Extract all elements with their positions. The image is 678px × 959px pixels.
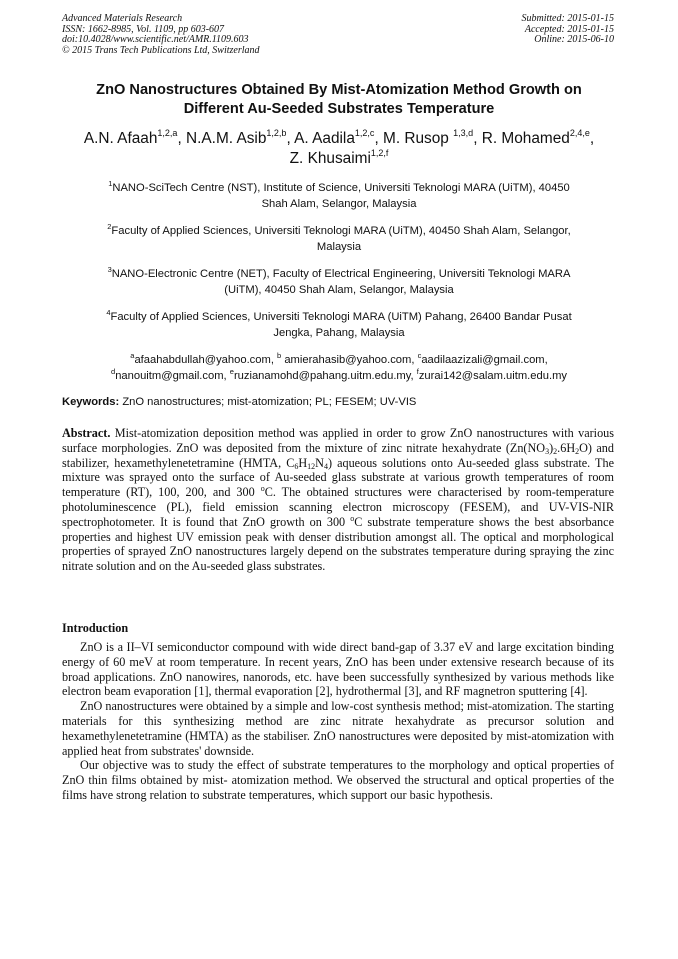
dates-info xyxy=(522,14,615,46)
author-name: Z. Khusaimi xyxy=(289,150,371,167)
email-list: $^a$afaahabdullah@yahoo.com, $^b$ amierahasib@yahoo.com, $^c$aadilaazizali@gmail.com, $^d$nanouitm@gmail.com, $^e$ruzianamohd@pahang.uitm.edu.my, $^f$zurai142@salam.uitm.edu.my xyxy=(111,351,567,382)
email-link[interactable]: amierahasib@yahoo.com xyxy=(284,354,412,366)
issn-line: ISSN: 1662-8985, Vol. 1109, pp 603-607 xyxy=(62,23,225,35)
affiliation-line: Shah Alam, Selangor, Malaysia xyxy=(261,198,417,210)
title-line-2: Different Au-Seeded Substrates Temperature xyxy=(183,101,495,117)
degree-sup: o xyxy=(260,484,265,494)
online-date: Online: 2015-06-10 xyxy=(534,34,614,45)
journal-info xyxy=(62,14,260,56)
subscript: 6 xyxy=(294,461,299,471)
author-sup: 1,2,a xyxy=(157,128,178,138)
author-name: R. Mohamed xyxy=(481,130,570,147)
paper-title xyxy=(40,81,638,119)
affiliation-line: Malaysia xyxy=(316,241,362,253)
author-sup: 1,2,f xyxy=(370,148,389,158)
abstract-text: ) aqueous solutions onto Au-seeded glass substrate. The mixture was sprayed onto the surface of Au-seeded glass substrate at various growth temperatures of room temperature (RT), 100, 200, and 300 xyxy=(62,455,614,500)
abstract-text: ) xyxy=(549,440,554,455)
affiliation-line: NANO-SciTech Centre (NST), Institute of Science, Universiti Teknologi MARA (UiTM), 40450 xyxy=(112,182,570,194)
email-link[interactable]: nanouitm@gmail.com xyxy=(115,370,224,382)
paragraph: ZnO nanostructures were obtained by a simple and low-cost synthesis method; mist-atomization. The starting materials for this synthesizing method are zinc nitrate hexahydrate as precursor solution and hexamethylenetetramine (HMTA) as the stabiliser. ZnO nanostructures were deposited by mist-atomization with applied heat from substrates' downside. xyxy=(62,699,614,758)
affiliation-line: Faculty of Applied Sciences, Universiti Teknologi MARA (UiTM) Pahang, 26400 Bandar Pusat xyxy=(110,311,572,323)
affiliation-sup: 4 xyxy=(106,308,111,317)
section-heading: Introduction xyxy=(62,621,129,635)
author-sup: 1,2,b xyxy=(266,128,287,138)
affiliation-sup: 3 xyxy=(107,265,112,274)
author-name: A.N. Afaah xyxy=(83,130,158,147)
subscript: 2 xyxy=(553,446,558,456)
keywords-label: Keywords: xyxy=(62,396,120,408)
subscript: 3 xyxy=(545,446,550,456)
abstract-text: Mist-atomization deposition method was applied in order to grow ZnO nanostructures with various surface morphologies. ZnO was deposited from the mixture of zinc nitrate hexahydrate (Zn(NO xyxy=(62,426,614,455)
affiliation-line: NANO-Electronic Centre (NET), Faculty of Electrical Engineering, Universiti Teknologi MARA xyxy=(111,268,571,280)
submitted-date: Submitted: 2015-01-15 xyxy=(521,13,614,24)
abstract-text: C substrate temperature shows the best absorbance properties and highest UV emission peak with denser distribution amongst all. The optical and morphological properties of sprayed ZnO nanostructures largely depend on the substrates temperature during spraying the zinc nitrate solution and on the Au-seeded glass substrates. xyxy=(62,514,614,574)
abstract-text: N xyxy=(315,455,324,470)
author-list: A.N. Afaah$^{1,2,a}$, N.A.M. Asib$^{1,2,b}$, A. Aadila$^{1,2,c}$, M. Rusop $^{1,3,d}$, R. Mohamed$^{2,4,e}$, Z. Khusaimi$^{1,2,f}$ xyxy=(83,128,595,167)
degree-sup: o xyxy=(350,513,355,523)
affiliation-2 xyxy=(70,223,608,255)
email-link[interactable]: afaahabdullah@yahoo.com xyxy=(134,354,271,366)
abstract-text: H xyxy=(298,455,308,470)
subscript: 4 xyxy=(323,461,328,471)
copyright-line: © 2015 Trans Tech Publications Ltd, Switzerland xyxy=(62,44,260,56)
affiliation-3 xyxy=(70,266,608,298)
author-sup: 1,2,c xyxy=(354,128,375,138)
abstract xyxy=(62,426,614,574)
author-name: M. Rusop xyxy=(383,130,449,147)
author-sup: 2,4,e xyxy=(569,128,590,138)
abstract-text: O) and stabilizer, hexamethylenetetramine (HMTA, C xyxy=(62,440,614,470)
paragraph: ZnO is a II–VI semiconductor compound with wide direct band-gap of 3.37 eV and large excitation binding energy of 60 meV at room temperature. In recent years, ZnO has been under extensive research because of its broad applications. ZnO nanowires, nanorods, etc. have been successfully synthesized by various methods like electron beam evaporation [1], thermal evaporation [2], hydrothermal [3], and RF magnetron sputtering [4]. xyxy=(62,640,614,699)
email-link[interactable]: zurai142@salam.uitm.edu.my xyxy=(418,370,567,382)
paragraph: Our objective was to study the effect of substrate temperatures to the morphology and optical properties of ZnO thin films obtained by mist- atomization method. We observed the structural and optical properties of the films have strong relation to substrate temperatures, which support our basic hypothesis. xyxy=(62,758,614,802)
keywords xyxy=(62,395,416,409)
subscript: 12 xyxy=(307,461,316,471)
affiliation-line: (UiTM), 40450 Shah Alam, Selangor, Malaysia xyxy=(224,284,454,296)
title-line-1: ZnO Nanostructures Obtained By Mist-Atomization Method Growth on xyxy=(96,82,582,98)
email-sup: e xyxy=(229,367,234,376)
abstract-label: Abstract. xyxy=(62,426,111,440)
subscript: 2 xyxy=(575,446,580,456)
email-sup: b xyxy=(277,351,282,360)
email-sup: c xyxy=(417,351,422,360)
affiliation-line: Faculty of Applied Sciences, Universiti Teknologi MARA (UiTM), 40450 Shah Alam, Selangor, xyxy=(111,225,571,237)
introduction-body xyxy=(62,640,614,803)
abstract-text: C. The obtained structures were characterised by room-temperature photoluminescence (PL), field emission scanning electron microscopy (FESEM), and UV-VIS-NIR spectrophotometer. It is found that ZnO growth on 300 xyxy=(62,485,614,529)
email-sup: a xyxy=(130,351,135,360)
affiliation-line: Jengka, Pahang, Malaysia xyxy=(273,327,405,339)
accepted-date: Accepted: 2015-01-15 xyxy=(524,23,614,35)
doi-line: doi:10.4028/www.scientific.net/AMR.1109.603 xyxy=(62,34,249,45)
email-link[interactable]: ruzianamohd@pahang.uitm.edu.my xyxy=(233,370,411,382)
affiliation-1 xyxy=(70,180,608,212)
email-sup: d xyxy=(111,367,116,376)
author-name: N.A.M. Asib xyxy=(186,130,267,147)
affiliation-sup: 2 xyxy=(107,222,112,231)
affiliation-sup: 1 xyxy=(108,179,113,188)
abstract-text: .6H xyxy=(557,440,576,455)
author-sup: 1,3,d xyxy=(453,128,474,138)
email-sup: f xyxy=(416,367,419,376)
journal-name: Advanced Materials Research xyxy=(62,13,183,24)
keywords-text: ZnO nanostructures; mist-atomization; PL; FESEM; UV-VIS xyxy=(122,396,417,408)
affiliation-4 xyxy=(70,309,608,341)
author-name: A. Aadila xyxy=(294,130,355,147)
email-link[interactable]: aadilaazizali@gmail.com xyxy=(421,354,545,366)
